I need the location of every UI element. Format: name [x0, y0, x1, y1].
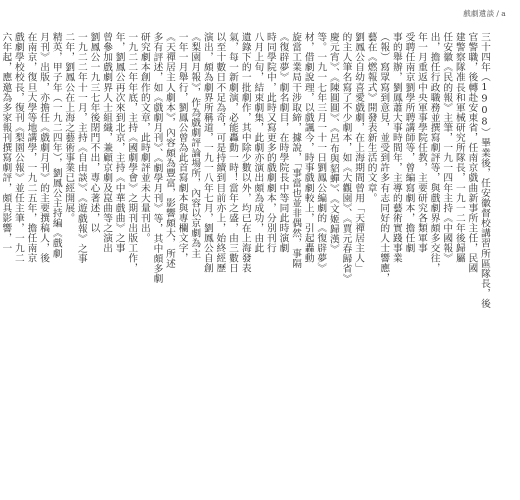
text-line: 一九二二年十一月，主持《自由談》、《遊戲報》之事 [75, 32, 87, 264]
text-line: 曾參加戲劇界人士組織，兼顧京劇及崑曲等之演出 [101, 32, 113, 254]
text-line: 劉鳳公一九三七年後閉門不出，專心著述，以 [88, 32, 100, 233]
text-line: 任安徽《民的報》主筆，一九一四年主持《中國報》 [441, 32, 453, 264]
text-line: 時同學院中，此時又寫更多的戲劇劇本，分別刊行 [264, 32, 276, 254]
text-line: 官警職，後轉赴安東省，任南京戲曲新事所主任，民國 [466, 32, 478, 274]
text-line: 一九二二年年底，主持《國劇學會》之期刊出版工作， [126, 32, 138, 274]
text-line: 演出，頗為劇界所稱道，一九一八年七月，劉鳳公自創 [201, 32, 213, 274]
text-line: 三十四年（1908）畢業後，任安徽督校講習所區隊長，後 [479, 32, 490, 309]
text-line: 氣，每一新劇演，必能轟動一時！當年之盛，由三數日 [227, 32, 238, 274]
text-line: 以至十數日不足為奇，可是持續到目前亦上，始終經歷 [214, 32, 226, 274]
header-separator: / [496, 9, 500, 18]
text-line: 年一月重返中央軍事學院任教，主要研究各類軍事 [416, 32, 428, 254]
text-line: 精英，甲子年（一九二四年），劉鳳公主持編《戲劇 [50, 32, 62, 259]
text-line: 月刊》出版，亦擔任《戲劇月刊》的主要撰稿人，後 [38, 32, 50, 264]
text-line: 旋當工業局干涉取締，據說，「事當也並非偶然，事隔 [290, 32, 302, 269]
text-line: 年，劉鳳公再次來到北京，主持《中華戲曲》之事 [113, 32, 125, 254]
text-line: 八月上旬，結束劇集，此劇亦演出頗為成功，由此 [252, 32, 264, 254]
text-line: 建警察隊准長和軍械研究所隊長，一九一二年後歸屬 [453, 32, 465, 264]
text-line: 的主人筆名寫了不少劇本，如《大觀園》、《賈元春歸省》 [340, 32, 352, 284]
text-line: 等。一九一七年三月一十一日劉鳳公編劇的《復辟夢》 [315, 32, 327, 274]
text-line: 戲劇學校校長，復刊《梨園公報》並任主筆，一九二 [12, 32, 24, 264]
header-title: 戲劇遺談 [463, 9, 495, 18]
page-number: a [501, 9, 506, 18]
text-line: 事的舉辦，劉鳳蕭大事時間年，主導的藝術實踐事業 [390, 32, 402, 264]
text-line: 研究劇本創作的文章，此時劇評並未大量刊出。 [138, 32, 150, 244]
right-text-column [239, 32, 490, 464]
text-line: 《天禪居主人劇本》，內容頗為豐富，影響頗大，所述 [164, 32, 176, 269]
text-line: 《復辟夢》劇名劇目，在時學院長中等同此時演劇 [277, 32, 289, 254]
text-line: 在南京，復旦大學等地講學，一九二五年，擔任南京 [25, 32, 37, 264]
text-line: 受聘任南京劉學所聘講師等，曾編寫劇本，擔任劇 [403, 32, 415, 254]
text-line: 藝在《燃報式》開發表新生活的文章。 [365, 32, 377, 203]
text-line: 慶元宵》、《陳圓圓》、《呂布與貂蟬》、《文姬歸漢》 [327, 32, 339, 255]
running-header [463, 8, 506, 19]
text-line: 二年，劉鳳公在上海之藝術事業已經開展。 [63, 32, 75, 223]
text-line: 劉鳳公自幼喜愛戲劇，在上海期間曾用「天禪居主人」 [353, 32, 365, 274]
text-line: （報）寫眾寫到意見，並受到許多有志同好的人士響應， [378, 32, 390, 284]
text-line: 材，借劇說理，以戲諷今，時事戲劇較上，引起轟動 [302, 32, 314, 264]
text-line: 出，擔任行政職務並撰寫劇評等，與戲劇界頗多交往， [428, 32, 440, 274]
text-line: 一年一月舉行，劉鳳公曾為此首寫劇本與專欄文字， [176, 32, 188, 264]
text-line: 遺錄下的一批劇作，其中除少數以外，均已在上海發表 [239, 32, 251, 274]
text-line: 六年起，應邀為多家報刊撰寫劇評，頗具影響，一 [0, 32, 12, 254]
text-line: 《梨園月報》，作為戲劇評論場所，內容以京劇為主 [189, 32, 201, 259]
left-text-column [0, 32, 238, 464]
text-line: 多有評述，如《戲劇月刊》、《劇學月刊》等，其中頗多劇 [151, 32, 163, 284]
